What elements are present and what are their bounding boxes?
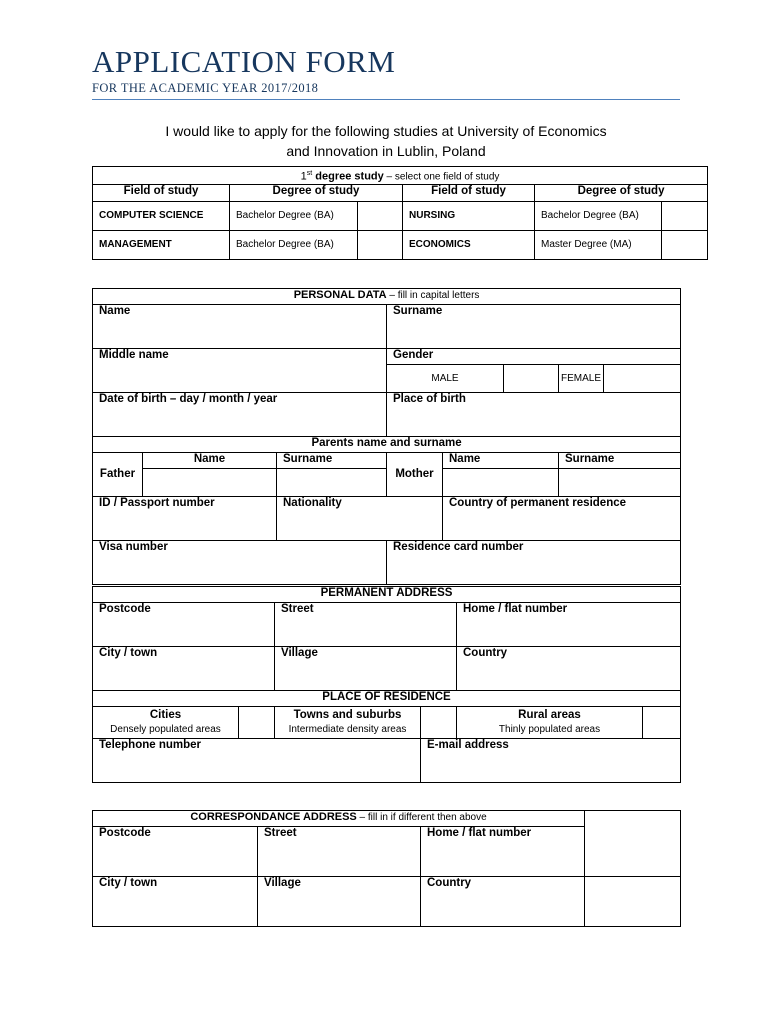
study-title-main: degree study (312, 170, 384, 183)
label-rural: Rural areas (518, 709, 581, 721)
input-country-residence[interactable] (443, 513, 681, 541)
label-corr-country: Country (421, 877, 585, 893)
degree-economics: Master Degree (MA) (535, 230, 662, 259)
place-of-residence-title: PLACE OF RESIDENCE (93, 691, 681, 707)
label-corr-postcode: Postcode (93, 827, 258, 843)
intro-line-1: I would like to apply for the following studies at University of Economics (165, 123, 607, 139)
note-cities: Densely populated areas (110, 724, 221, 735)
gender-female-label: FEMALE (559, 365, 604, 393)
note-towns: Intermediate density areas (288, 724, 407, 735)
label-middle-name: Middle name (93, 349, 387, 365)
label-mother: Mother (387, 453, 443, 497)
intro-text (92, 121, 680, 161)
input-place-of-birth[interactable] (387, 409, 681, 437)
option-cities (93, 707, 239, 739)
input-name[interactable] (93, 321, 387, 349)
input-country[interactable] (457, 663, 681, 691)
label-country: Country (457, 647, 681, 663)
input-mother-name[interactable] (443, 469, 559, 497)
input-surname[interactable] (387, 321, 681, 349)
study-table-title (93, 167, 708, 185)
form-title: APPLICATION FORM (92, 44, 396, 79)
input-date-of-birth[interactable] (93, 409, 387, 437)
parents-title: Parents name and surname (93, 437, 681, 453)
label-cities: Cities (149, 709, 182, 721)
label-towns: Towns and suburbs (293, 709, 402, 721)
label-home-flat: Home / flat number (457, 603, 681, 619)
label-corr-home-flat: Home / flat number (421, 827, 585, 843)
label-mother-surname: Surname (559, 453, 681, 469)
degree-management: Bachelor Degree (BA) (230, 230, 358, 259)
input-nationality[interactable] (277, 513, 443, 541)
correspondence-title-main: CORRESPONDANCE ADDRESS (190, 811, 357, 823)
input-visa-number[interactable] (93, 557, 387, 585)
input-postcode[interactable] (93, 619, 275, 647)
input-mother-surname[interactable] (559, 469, 681, 497)
input-father-surname[interactable] (277, 469, 387, 497)
label-street: Street (275, 603, 457, 619)
input-home-flat[interactable] (457, 619, 681, 647)
field-economics: ECONOMICS (403, 230, 535, 259)
option-towns (275, 707, 421, 739)
correspondence-side-cell-bottom (585, 877, 681, 927)
checkbox-towns[interactable] (421, 707, 457, 739)
option-rural (457, 707, 643, 739)
study-title-sup: st (306, 170, 313, 177)
personal-title-note: – fill in capital letters (386, 290, 480, 301)
label-id-passport: ID / Passport number (93, 497, 277, 513)
checkbox-computer-science[interactable] (358, 201, 403, 230)
field-nursing: NURSING (403, 201, 535, 230)
note-rural: Thinly populated areas (498, 724, 601, 735)
label-corr-village: Village (258, 877, 421, 893)
correspondence-side-cell-top (585, 811, 681, 877)
input-corr-city[interactable] (93, 893, 258, 927)
personal-data-table (92, 288, 681, 585)
label-nationality: Nationality (277, 497, 443, 513)
label-father-name: Name (143, 453, 277, 469)
input-middle-name[interactable] (93, 365, 387, 393)
personal-title-main: PERSONAL DATA (293, 289, 387, 301)
label-city: City / town (93, 647, 275, 663)
input-street[interactable] (275, 619, 457, 647)
col-degree-of-study-2: Degree of study (535, 184, 708, 201)
label-telephone: Telephone number (93, 739, 421, 755)
label-country-residence: Country of permanent residence (443, 497, 681, 513)
checkbox-rural[interactable] (643, 707, 681, 739)
input-city[interactable] (93, 663, 275, 691)
correspondence-address-table (92, 810, 681, 927)
personal-data-title (93, 289, 681, 305)
label-corr-street: Street (258, 827, 421, 843)
input-telephone[interactable] (93, 755, 421, 783)
label-corr-city: City / town (93, 877, 258, 893)
input-id-passport[interactable] (93, 513, 277, 541)
label-postcode: Postcode (93, 603, 275, 619)
correspondence-title-note: – fill in if different then above (356, 812, 487, 823)
gender-male-label: MALE (387, 365, 504, 393)
label-surname: Surname (387, 305, 681, 321)
study-table (92, 166, 708, 260)
intro-line-2: and Innovation in Lublin, Poland (286, 143, 486, 159)
title-divider (92, 99, 680, 100)
permanent-address-title: PERMANENT ADDRESS (93, 587, 681, 603)
degree-computer-science: Bachelor Degree (BA) (230, 201, 358, 230)
checkbox-cities[interactable] (239, 707, 275, 739)
input-village[interactable] (275, 663, 457, 691)
form-subtitle: FOR THE ACADEMIC YEAR 2017/2018 (92, 81, 319, 95)
checkbox-nursing[interactable] (662, 201, 708, 230)
correspondence-title (93, 811, 585, 827)
checkbox-female[interactable] (604, 365, 681, 393)
label-date-of-birth: Date of birth – day / month / year (93, 393, 387, 409)
col-field-of-study-1: Field of study (93, 184, 230, 201)
input-corr-street[interactable] (258, 843, 421, 877)
input-corr-village[interactable] (258, 893, 421, 927)
col-degree-of-study-1: Degree of study (230, 184, 403, 201)
label-village: Village (275, 647, 457, 663)
label-residence-card: Residence card number (387, 541, 681, 557)
label-email: E-mail address (421, 739, 681, 755)
degree-nursing: Bachelor Degree (BA) (535, 201, 662, 230)
checkbox-economics[interactable] (662, 230, 708, 259)
label-place-of-birth: Place of birth (387, 393, 681, 409)
study-title-number: 1 (300, 170, 307, 183)
label-mother-name: Name (443, 453, 559, 469)
input-residence-card[interactable] (387, 557, 681, 585)
input-corr-country[interactable] (421, 893, 585, 927)
col-field-of-study-2: Field of study (403, 184, 535, 201)
label-gender: Gender (387, 349, 681, 365)
study-title-note: – select one field of study (383, 171, 500, 183)
input-father-name[interactable] (143, 469, 277, 497)
field-management: MANAGEMENT (93, 230, 230, 259)
label-father: Father (93, 453, 143, 497)
input-corr-postcode[interactable] (93, 843, 258, 877)
label-father-surname: Surname (277, 453, 387, 469)
input-email[interactable] (421, 755, 681, 783)
checkbox-management[interactable] (358, 230, 403, 259)
permanent-address-table (92, 586, 681, 783)
field-computer-science: COMPUTER SCIENCE (93, 201, 230, 230)
label-visa-number: Visa number (93, 541, 387, 557)
input-corr-home-flat[interactable] (421, 843, 585, 877)
label-name: Name (93, 305, 387, 321)
checkbox-male[interactable] (504, 365, 559, 393)
